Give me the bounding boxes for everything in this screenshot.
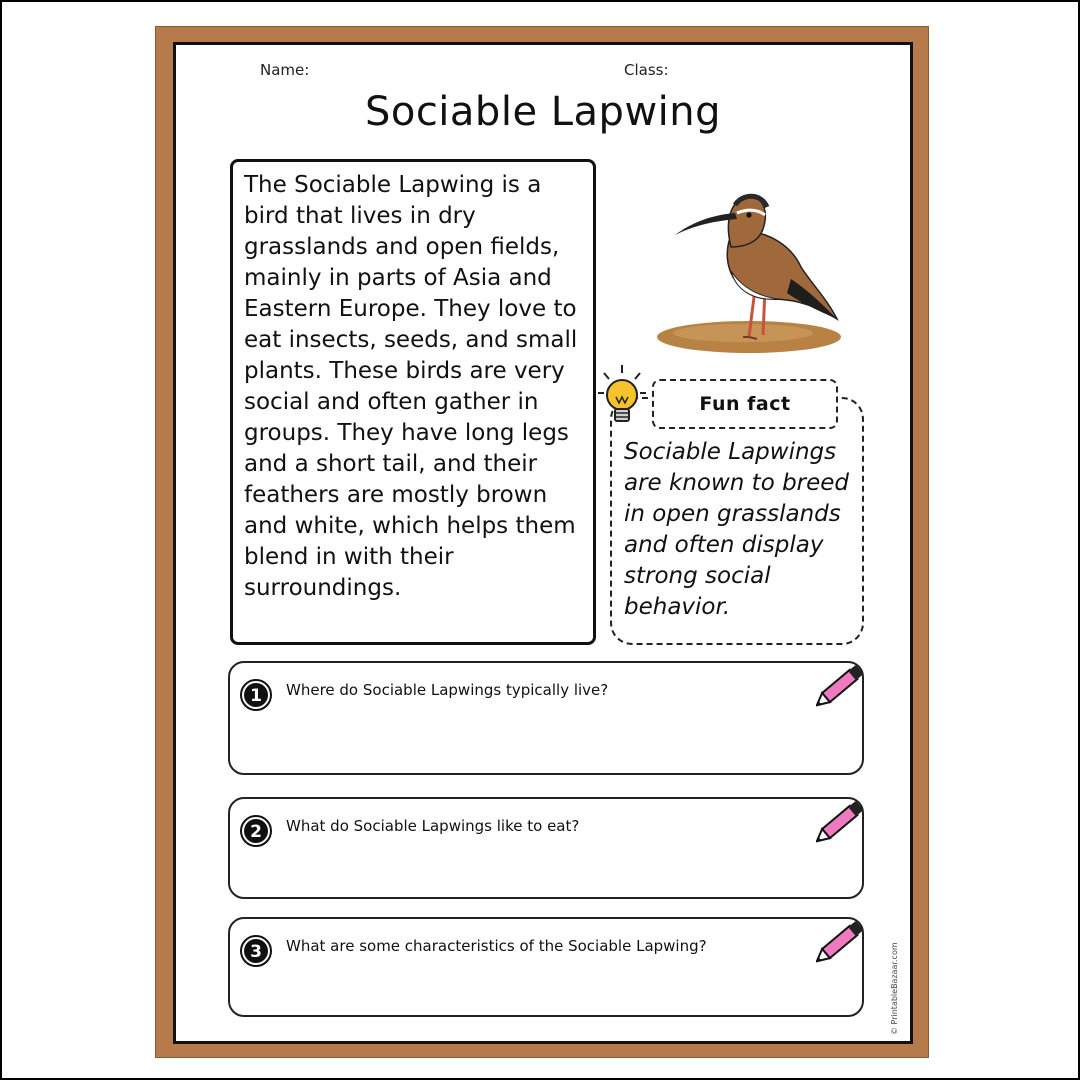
- fun-fact-label: Fun fact: [652, 379, 838, 429]
- number-one-icon: [240, 679, 272, 711]
- fun-fact-text: Sociable Lapwings are known to breed in open grasslands and often display strong social behavior.: [624, 439, 850, 620]
- lapwing-icon: [651, 171, 845, 359]
- pencil-icon: [816, 791, 870, 845]
- bird-illustration: [651, 171, 845, 359]
- pencil-icon: [816, 911, 870, 965]
- question-text-2: What do Sociable Lapwings like to eat?: [286, 817, 580, 835]
- number-three-icon: [240, 935, 272, 967]
- reading-passage-box: [230, 159, 596, 645]
- name-label: Name:: [260, 61, 310, 79]
- reading-passage-text: The Sociable Lapwing is a bird that lives in dry grasslands and open fields, mainly in parts of Asia and Eastern Europe. They love to eat insects, seeds, and small plants. These birds are very social and often gather in groups. They have long legs and a short tail, and their feathers are mostly brown and white, which helps them blend in with their surroundings.: [244, 172, 578, 601]
- question-box-3[interactable]: [228, 917, 864, 1017]
- question-text-1: Where do Sociable Lapwings typically live?: [286, 681, 609, 699]
- pencil-icon: [816, 655, 870, 709]
- number-two-icon: [240, 815, 272, 847]
- svg-text:1: 1: [250, 686, 262, 706]
- lightbulb-icon: [596, 363, 648, 429]
- page-title: Sociable Lapwing: [364, 89, 722, 135]
- question-box-2[interactable]: [228, 797, 864, 899]
- copyright-text: © PrintableBazaar.com: [890, 942, 899, 1035]
- question-box-1[interactable]: [228, 661, 864, 775]
- worksheet-page: [173, 42, 913, 1044]
- svg-text:3: 3: [250, 942, 262, 962]
- worksheet-border: [155, 26, 929, 1058]
- question-text-3: What are some characteristics of the Sociable Lapwing?: [286, 937, 707, 955]
- class-label: Class:: [624, 61, 669, 79]
- svg-text:2: 2: [250, 822, 262, 842]
